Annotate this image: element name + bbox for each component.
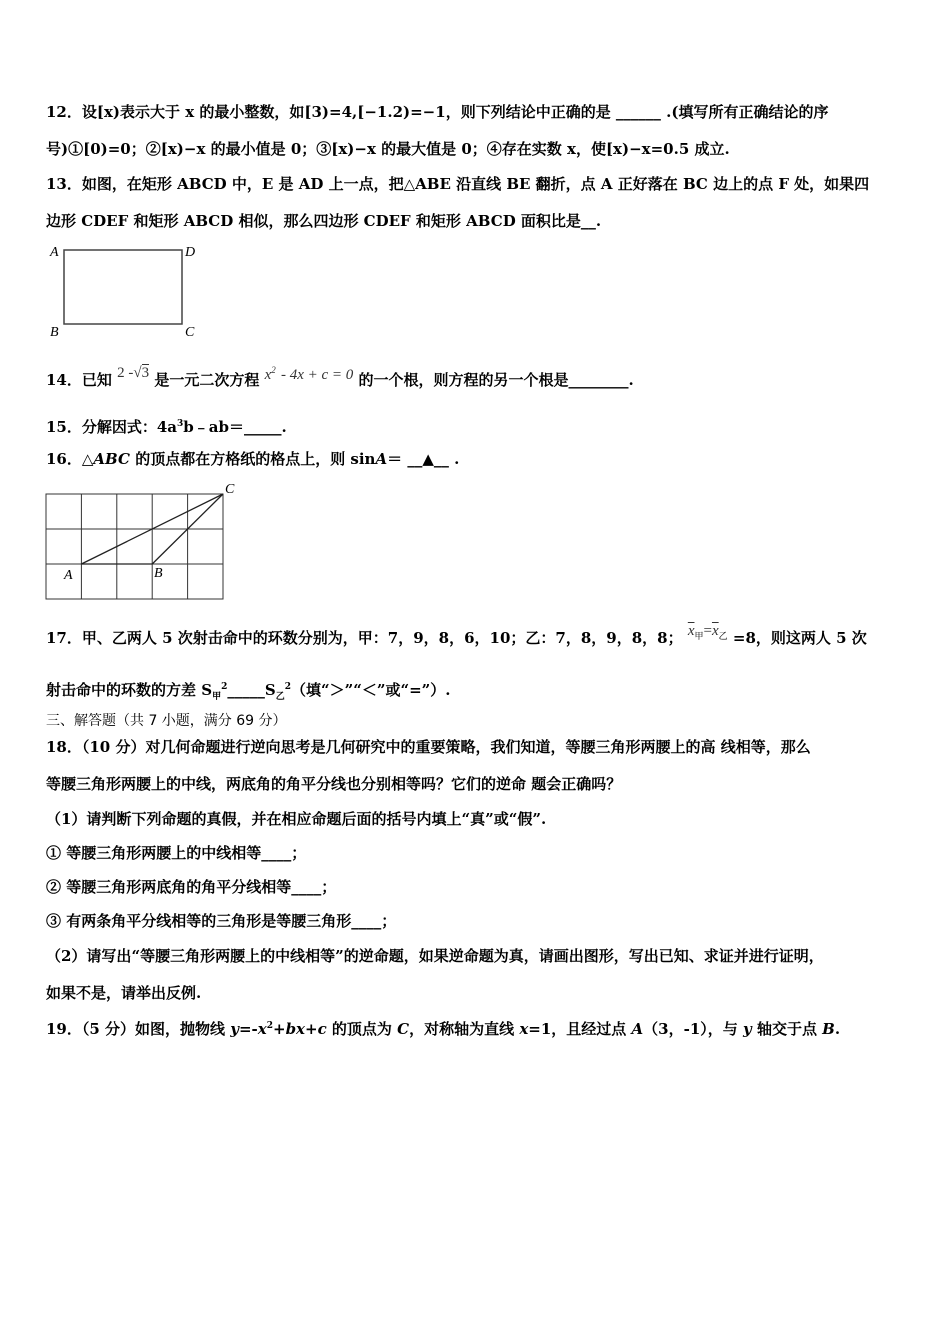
- q19-p5: 轴交于点: [751, 1020, 823, 1038]
- q18-line1: 18．（10 分）对几何命题进行逆向思考是几何研究中的重要策略，我们知道，等腰三角形两腰上的高 线相等，那么: [46, 738, 811, 756]
- q17-line1-suffix: =8，则这两人 5 次: [732, 629, 867, 647]
- q19-p2: ，对称轴为直线: [409, 1020, 520, 1038]
- q19-line: [46, 1016, 840, 1039]
- q17-xbar2: $\overline{x}$: [711, 623, 719, 639]
- q19-yaxis: y: [743, 1020, 752, 1038]
- q19-p6: .: [834, 1020, 841, 1038]
- q14-root-a: 2 -: [117, 365, 134, 381]
- q14-radicand: 3: [141, 365, 150, 381]
- q17-line2-prefix: 射击命中的环数的方差 S: [46, 681, 213, 699]
- q19-pa: A: [631, 1020, 644, 1038]
- q16-a: A: [375, 450, 388, 468]
- q17-xbar1-sub: 甲: [694, 632, 704, 642]
- rect-label-d: D: [185, 245, 196, 260]
- q19-p1: 的顶点为: [326, 1020, 398, 1038]
- q14-suffix: 的一个根，则方程的另一个根是________.: [358, 371, 634, 389]
- grid-label-a: A: [64, 568, 73, 583]
- q18-line7: （2）请写出“等腰三角形两腰上的中线相等”的逆命题，如果逆命题为真，请画出图形，写出已知、求证并进行证明，: [46, 947, 824, 965]
- q13-line2: 边形 CDEF 和矩形 ABCD 相似，那么四边形 CDEF 和矩形 ABCD 面积比是__.: [46, 212, 602, 230]
- q15-line: [46, 414, 287, 437]
- q14-mid: 是一元二次方程: [154, 371, 260, 389]
- q17-line2-suffix: （填“＞”“＜”或“=”）.: [290, 681, 451, 699]
- q17-line1-prefix: 17．甲、乙两人 5 次射击命中的环数分别为，甲：7，9，8，6，10；乙：7，8，9，8，8；: [46, 629, 683, 647]
- q19-pb: B: [822, 1020, 835, 1038]
- grid-lines: [46, 494, 223, 599]
- q15-suffix: b﹣ab＝_____.: [183, 418, 287, 436]
- q14-prefix: 14．已知: [46, 371, 112, 389]
- q14-eq-rest: - 4x + c = 0: [280, 367, 354, 383]
- q14-eq-x: x: [264, 367, 272, 383]
- q14-line: [46, 366, 634, 391]
- rect-label-a: A: [50, 245, 59, 260]
- q16-mid: 的顶点都在方格纸的格点上，则 sin: [129, 450, 376, 468]
- rect-label-c: C: [185, 325, 195, 340]
- q17-xbar2-sub: 乙: [718, 632, 728, 642]
- grid-label-c: C: [225, 482, 235, 497]
- q14-eq-exp: 2: [271, 365, 276, 375]
- q17-xbar1: $\overline{x}$: [687, 623, 695, 639]
- rectangle-abcd: [64, 250, 182, 324]
- q17-s2-sub: 乙: [275, 692, 285, 702]
- q13-line1: 13．如图，在矩形 ABCD 中，E 是 AD 上一点，把△ABE 沿直线 BE 翻折，点 A 正好落在 BC 边上的点 F 处，如果四: [46, 175, 870, 193]
- q19-axis: x: [519, 1020, 529, 1038]
- sqrt-icon: √: [133, 365, 142, 381]
- q16-abc: ABC: [93, 450, 130, 468]
- q18-line4: ① 等腰三角形两腰上的中线相等____；: [46, 844, 307, 862]
- grid-label-b: B: [154, 566, 163, 581]
- q16-line: [46, 449, 459, 469]
- q17-mean-eq: [687, 621, 728, 642]
- q15-prefix: 15．分解因式：4a: [46, 418, 178, 436]
- grid-figure: [44, 480, 244, 602]
- q17-s1-exp: 2: [221, 682, 228, 692]
- q17-s2-exp: 2: [284, 682, 291, 692]
- q18-line2: 等腰三角形两腰上的中线，两底角的角平分线也分别相等吗？它们的逆命 题会正确吗？: [46, 775, 622, 793]
- q19-p3: =1，且经过点: [528, 1020, 632, 1038]
- q18-line5: ② 等腰三角形两底角的角平分线相等____；: [46, 878, 337, 896]
- q18-line6: ③ 有两条角平分线相等的三角形是等腰三角形____；: [46, 912, 397, 930]
- q19-func-x: x: [257, 1020, 267, 1038]
- q16-prefix: 16．△: [46, 450, 94, 468]
- q19-func-mid: =-: [238, 1020, 258, 1038]
- q19-c: C: [397, 1020, 410, 1038]
- q19-prefix: 19．（5 分）如图，抛物线: [46, 1020, 231, 1038]
- q17-line2: [46, 677, 451, 707]
- q17-eq-sign: =: [703, 623, 712, 639]
- q18-line8: 如果不是，请举出反例.: [46, 984, 202, 1002]
- q15-exp: 3: [177, 419, 184, 429]
- q12-line1: 12．设[x)表示大于 x 的最小整数，如[3)=4,[−1.2)=−1，则下列结论中正确的是 ______ .(填写所有正确结论的序: [46, 103, 829, 121]
- section-heading: 三、解答题（共 7 小题，满分 69 分）: [46, 713, 287, 729]
- q19-p4: （3，-1），与: [643, 1020, 743, 1038]
- q17-blank: _____S: [227, 681, 276, 699]
- q18-line3: （1）请判断下列命题的真假，并在相应命题后面的括号内填上“真”或“假”.: [46, 810, 547, 828]
- q12-line2: 号)①[0)=0；②[x)−x 的最小值是 0；③[x)−x 的最大值是 0；④存在实数 x，使[x)−x=0.5 成立.: [46, 140, 730, 158]
- rect-label-b: B: [50, 325, 59, 340]
- q19-func-y: y: [230, 1020, 239, 1038]
- q17-line1: [46, 623, 867, 655]
- q19-func-rest: +bx+c: [273, 1020, 327, 1038]
- q17-s1-sub: 甲: [212, 692, 222, 702]
- rectangle-figure: [44, 240, 214, 340]
- q19-func-exp: 2: [266, 1021, 273, 1031]
- q16-suffix: ＝ __▲__ .: [387, 450, 460, 468]
